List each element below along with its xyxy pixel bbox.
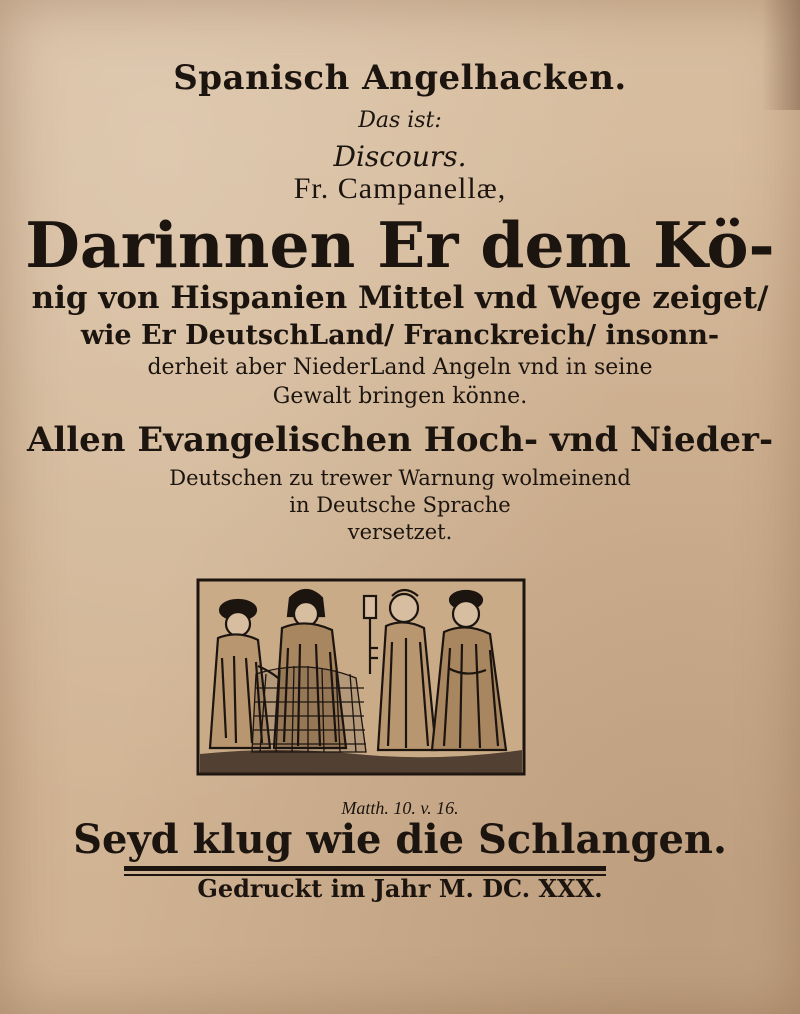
- woodcut-illustration: [196, 578, 526, 778]
- dedication-line-1: Deutschen zu trewer Warnung wolmeinend: [169, 466, 631, 490]
- large-heading-line: Darinnen Er dem Kö-: [25, 208, 775, 282]
- subtitle-discours: Discours.: [333, 140, 467, 173]
- dedication-line-2: in Deutsche Sprache: [289, 493, 511, 517]
- body-line-1: nig von Hispanien Mittel vnd Wege zeiget/: [31, 280, 769, 316]
- dedication-line-3: versetzet.: [347, 520, 453, 544]
- dedication-heading: Allen Evangelischen Hoch- vnd Nieder-: [26, 420, 774, 460]
- scripture-citation: Matth. 10. v. 16.: [341, 798, 459, 818]
- body-line-4: Gewalt bringen könne.: [272, 384, 528, 409]
- body-line-3: derheit aber NiederLand Angeln vnd in seine: [147, 355, 653, 380]
- imprint-line: Gedruckt im Jahr M. DC. XXX.: [197, 874, 603, 903]
- author-line: Fr. Campanellæ,: [293, 172, 507, 205]
- subtitle-das-ist: Das ist:: [358, 108, 442, 133]
- title-line: Spanisch Angelhacken.: [173, 58, 627, 98]
- body-line-2: wie Er DeutschLand/ Franckreich/ insonn-: [80, 320, 720, 351]
- divider-rule: [124, 866, 606, 871]
- motto-line: Seyd klug wie die Schlangen.: [73, 816, 727, 863]
